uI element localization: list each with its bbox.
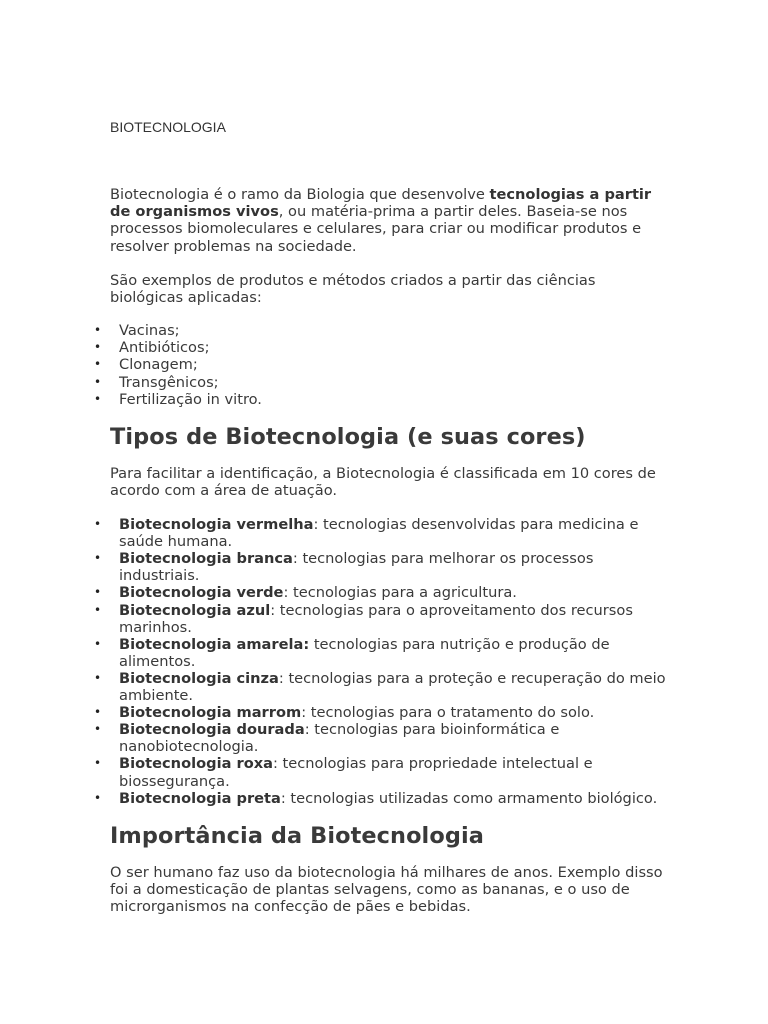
type-name: Biotecnologia verde	[119, 584, 284, 602]
list-item: • Antibióticos;	[110, 339, 670, 356]
list-item	[110, 790, 670, 807]
list-item: • Fertilização in vitro.	[110, 391, 670, 408]
type-desc: : tecnologias para melhorar os processos industriais.	[119, 550, 594, 585]
type-desc: : tecnologias desenvolvidas para medicina e saúde humana.	[119, 516, 639, 551]
type-name: Biotecnologia azul	[119, 601, 271, 619]
document-title: BIOTECNOLOGIA	[110, 119, 226, 135]
section-heading-tipos: Tipos de Biotecnologia (e suas cores)	[110, 423, 586, 450]
type-name: Biotecnologia cinza	[119, 669, 279, 687]
list-item	[110, 550, 670, 584]
list-item	[110, 755, 670, 789]
list-item: • Transgênicos;	[110, 374, 670, 391]
list-item	[110, 516, 670, 550]
intro-paragraph	[110, 186, 670, 255]
list-item	[110, 636, 670, 670]
intro-bold-text: tecnologias a partir de organismos vivos	[110, 186, 652, 221]
types-list	[110, 516, 670, 807]
type-name: Biotecnologia vermelha	[119, 516, 314, 534]
list-item	[110, 670, 670, 704]
type-desc: : tecnologias para propriedade intelectual e biossegurança.	[119, 755, 593, 790]
type-desc: : tecnologias para o tratamento do solo.	[301, 704, 595, 722]
type-name: Biotecnologia preta	[119, 789, 281, 807]
section-heading-importancia: Importância da Biotecnologia	[110, 822, 484, 849]
type-desc: tecnologias para nutrição e produção de alimentos.	[119, 635, 610, 670]
type-desc: : tecnologias para bioinformática e nanobiotecnologia.	[119, 721, 560, 756]
list-item	[110, 602, 670, 636]
importancia-paragraph: O ser humano faz uso da biotecnologia há milhares de anos. Exemplo disso foi a domesticação de plantas selvagens, como as bananas, e o uso de microrganismos na confecção de pães e bebidas.	[110, 863, 663, 916]
type-desc: : tecnologias para a proteção e recuperação do meio ambiente.	[119, 669, 666, 705]
examples-list	[110, 322, 670, 407]
type-desc: : tecnologias para o aproveitamento dos recursos marinhos.	[119, 601, 633, 636]
document-body	[110, 186, 670, 915]
list-item: • Clonagem;	[110, 356, 670, 373]
intro-text-before: Biotecnologia é o ramo da Biologia que desenvolve	[110, 186, 490, 203]
list-item	[110, 721, 670, 755]
type-desc: : tecnologias utilizadas como armamento biológico.	[280, 789, 658, 807]
type-name: Biotecnologia roxa	[119, 755, 273, 773]
type-name: Biotecnologia marrom	[119, 704, 302, 722]
type-name: Biotecnologia dourada	[119, 721, 305, 739]
list-item	[110, 704, 670, 721]
type-name: Biotecnologia branca	[119, 550, 293, 568]
list-item	[110, 584, 670, 601]
tipos-intro-paragraph: Para facilitar a identificação, a Biotecnologia é classificada em 10 cores de acordo com a área de atuação.	[110, 464, 656, 499]
list-item: • Vacinas;	[110, 322, 670, 339]
type-name: Biotecnologia amarela:	[119, 635, 310, 653]
type-desc: : tecnologias para a agricultura.	[283, 584, 517, 602]
examples-intro-paragraph: São exemplos de produtos e métodos criados a partir das ciências biológicas aplicadas:	[110, 271, 596, 307]
intro-text-after: , ou matéria-prima a partir deles. Baseia-se nos processos biomoleculares e celulares, para criar ou modificar produtos e resolver problemas na sociedade.	[110, 203, 642, 255]
